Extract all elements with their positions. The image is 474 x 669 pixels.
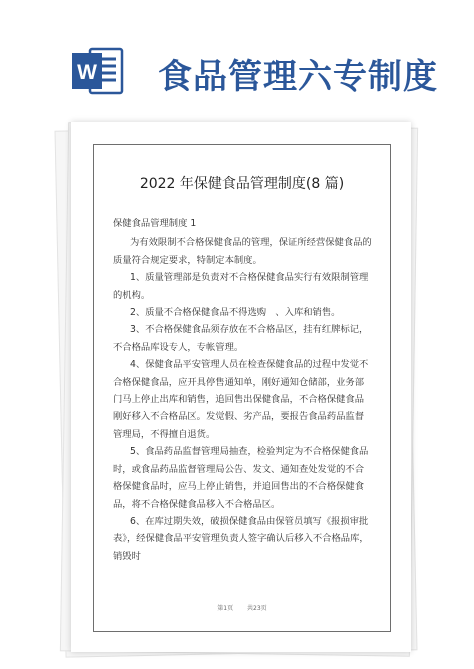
page-footer: [94, 603, 390, 612]
document-body: [113, 215, 373, 565]
page-title: 食品管理六专制度: [158, 57, 438, 97]
paragraph: 4、保健食品平安管理人员在检查保健食品的过程中发觉不合格保健食品，应开具停售通知单，刚好通知仓储部，业务部门马上停止出库和销售，追回售出保健食品，不合格保健食品刚好移入不合格品区。发觉假、劣产品，要报告食品药品监督管理局，不得擅自退货。: [113, 359, 369, 440]
paragraph: 6、在库过期失效，破损保健食品由保管员填写《报损审批表》，经保健食品平安管理负责人签字确认后移入不合格品库，销毁时: [113, 515, 369, 562]
document-page: [71, 122, 411, 652]
page-border: [93, 144, 391, 632]
paragraph: 2、质量不合格保健食品不得选购 、入库和销售。: [130, 307, 341, 319]
paragraph: 5、食品药品监督管理局抽查，检验判定为不合格保健食品时，或食品药品监督管理局公告、发文、通知查处发觉的不合格保健食品时，应马上停止销售，并追回售出的不合格保健食品，将不合格保健食品移入不合格品区。: [113, 446, 369, 510]
page-number: 第1页: [217, 605, 234, 612]
paragraph: 3、不合格保健食品须存放在不合格品区，挂有红牌标记，不合格品库设专人，专帐管理。: [113, 324, 369, 353]
header-banner: [0, 0, 474, 110]
logo-letter: W: [77, 61, 97, 84]
document-title: 2022 年保健食品管理制度(8 篇): [139, 176, 345, 192]
section-heading: 保健食品管理制度 1: [113, 218, 197, 229]
paragraph: 为有效限制不合格保健食品的管理，保证所经营保健食品的质量符合规定要求，特制定本制度。: [113, 237, 372, 266]
page-total: 共23页: [247, 605, 267, 612]
word-document-icon: [70, 43, 126, 99]
paragraph: 1、质量管理部是负责对不合格保健食品实行有效限制管理的机构。: [113, 272, 369, 301]
